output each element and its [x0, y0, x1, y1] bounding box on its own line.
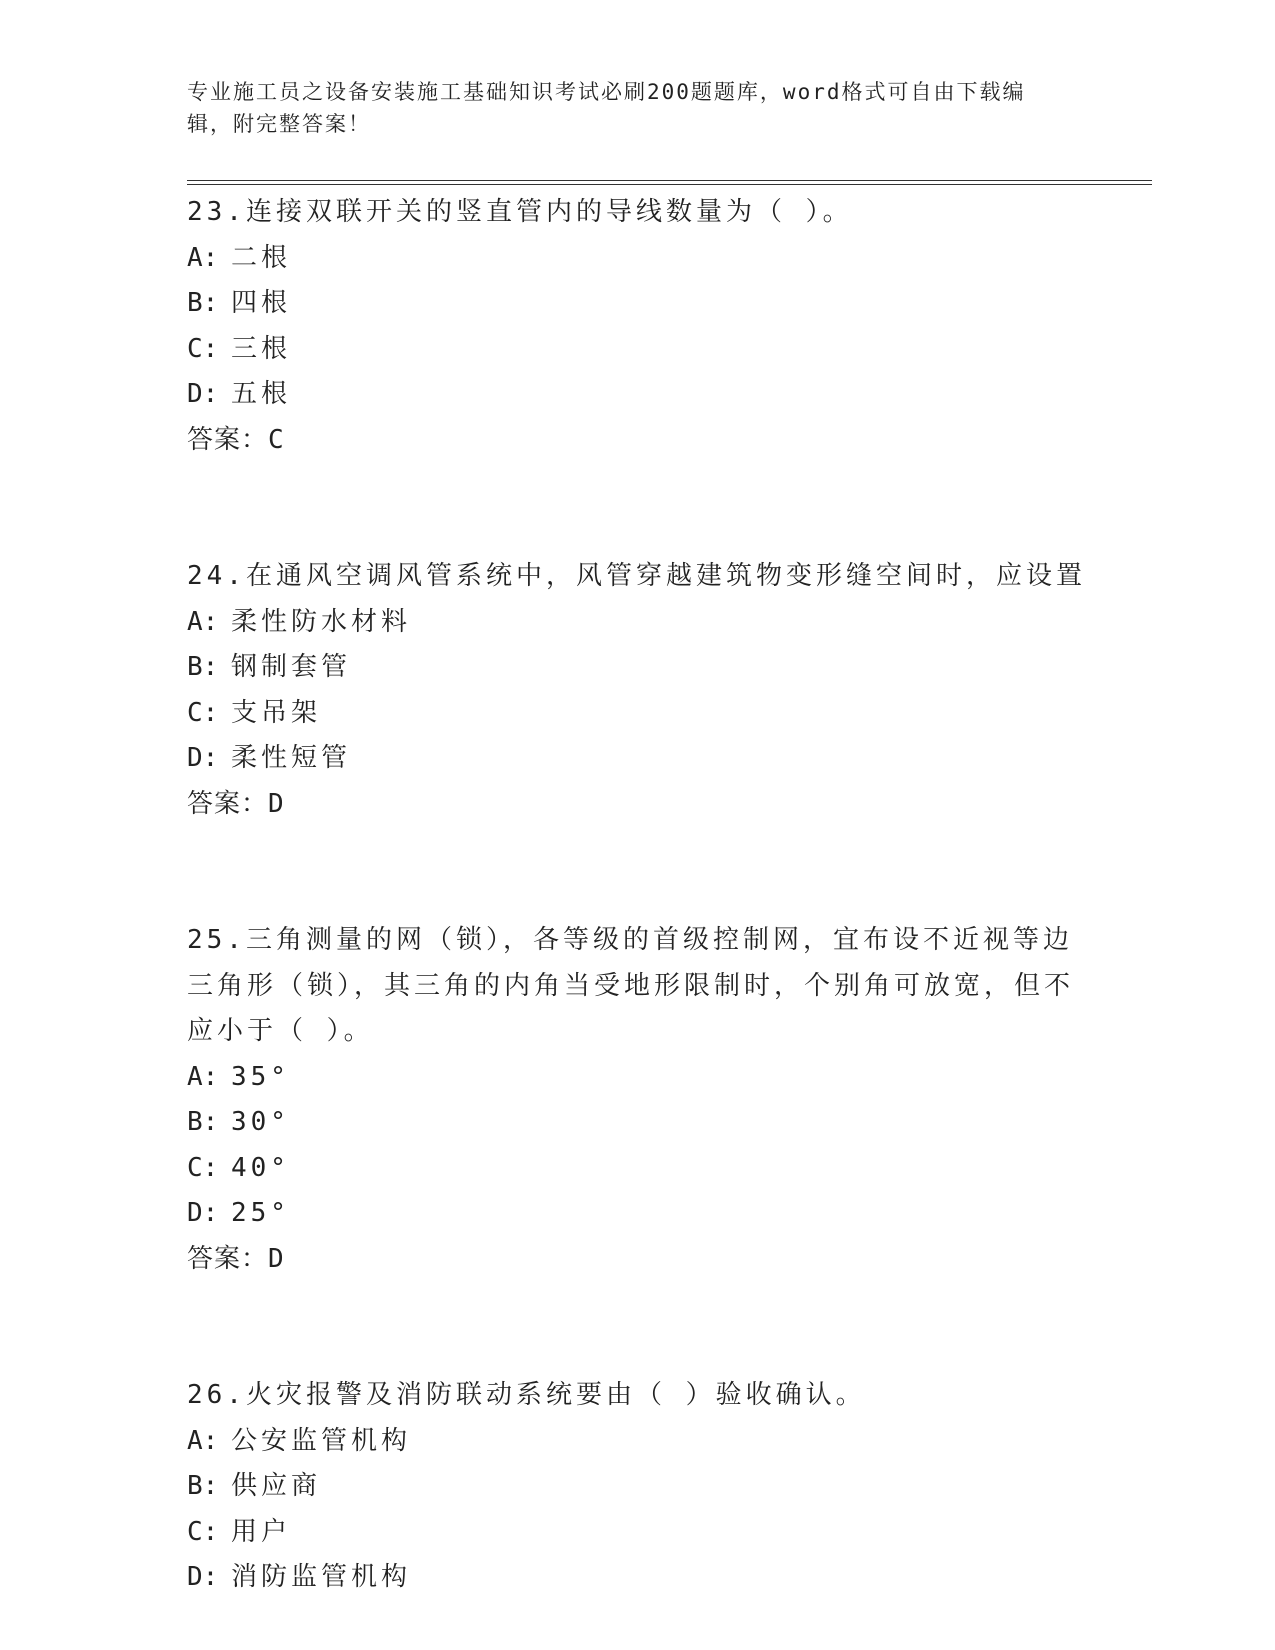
question-24 — [187, 554, 1087, 827]
option-key: D: — [187, 379, 219, 409]
option-a — [187, 236, 1087, 282]
spacer — [187, 827, 1087, 918]
option-key: A: — [187, 242, 219, 273]
option-c — [187, 1510, 1087, 1556]
option-d — [187, 372, 1087, 418]
option-text: 三根 — [231, 333, 292, 364]
answer: 答案：D — [187, 1243, 285, 1274]
question-list — [187, 190, 1087, 1601]
option-text: 公安监管机构 — [231, 1425, 412, 1456]
option-d — [187, 1191, 1087, 1237]
option-key: B: — [187, 1471, 219, 1501]
option-text: 支吊架 — [231, 697, 322, 728]
option-key: C: — [187, 697, 219, 728]
answer: 答案：D — [187, 788, 285, 819]
option-text: 五根 — [231, 379, 292, 409]
question-stem: 23.连接双联开关的竖直管内的导线数量为（ ）。 — [187, 197, 853, 227]
option-b — [187, 1464, 1087, 1510]
option-text: 40° — [231, 1152, 290, 1183]
header-divider-top — [187, 180, 1152, 181]
question-23 — [187, 190, 1087, 463]
option-c — [187, 691, 1087, 737]
option-d — [187, 736, 1087, 782]
option-d — [187, 1555, 1087, 1601]
question-stem: 26.火灾报警及消防联动系统要由（ ）验收确认。 — [187, 1380, 866, 1410]
question-26 — [187, 1373, 1087, 1601]
question-stem: 24.在通风空调风管系统中，风管穿越建筑物变形缝空间时，应设置 — [187, 561, 1086, 591]
question-stem: 25.三角测量的网（锁），各等级的首级控制网，宜布设不近视等边三角形（锁），其三角的内角当受地形限制时，个别角可放宽，但不应小于（ ）。 — [187, 925, 1075, 1046]
option-text: 35° — [231, 1061, 290, 1092]
option-key: D: — [187, 1562, 219, 1592]
option-key: A: — [187, 606, 219, 637]
spacer — [187, 1282, 1087, 1373]
answer: 答案：C — [187, 424, 285, 455]
option-key: C: — [187, 1152, 219, 1183]
option-b — [187, 645, 1087, 691]
document-header — [187, 76, 1067, 140]
option-key: A: — [187, 1061, 219, 1092]
option-a — [187, 1055, 1087, 1101]
option-c — [187, 327, 1087, 373]
option-text: 二根 — [231, 242, 292, 273]
option-key: D: — [187, 1198, 219, 1228]
option-key: B: — [187, 652, 219, 682]
option-b — [187, 281, 1087, 327]
option-key: C: — [187, 333, 219, 364]
question-25 — [187, 918, 1087, 1282]
option-a — [187, 1419, 1087, 1465]
option-key: B: — [187, 1107, 219, 1137]
spacer — [187, 463, 1087, 554]
option-a — [187, 600, 1087, 646]
option-text: 钢制套管 — [231, 652, 352, 682]
option-key: C: — [187, 1516, 219, 1547]
option-c — [187, 1146, 1087, 1192]
option-text: 柔性短管 — [231, 743, 352, 773]
header-divider-bottom — [187, 184, 1152, 185]
option-text: 25° — [231, 1198, 290, 1228]
option-text: 消防监管机构 — [231, 1562, 412, 1592]
header-title: 专业施工员之设备安装施工基础知识考试必刷200题题库，word格式可自由下载编辑，附完整答案！ — [187, 80, 1026, 136]
option-text: 30° — [231, 1107, 290, 1137]
option-text: 四根 — [231, 288, 292, 318]
option-b — [187, 1100, 1087, 1146]
option-key: D: — [187, 743, 219, 773]
option-key: B: — [187, 288, 219, 318]
option-text: 用户 — [231, 1516, 292, 1547]
option-key: A: — [187, 1425, 219, 1456]
option-text: 供应商 — [231, 1471, 322, 1501]
option-text: 柔性防水材料 — [231, 606, 412, 637]
